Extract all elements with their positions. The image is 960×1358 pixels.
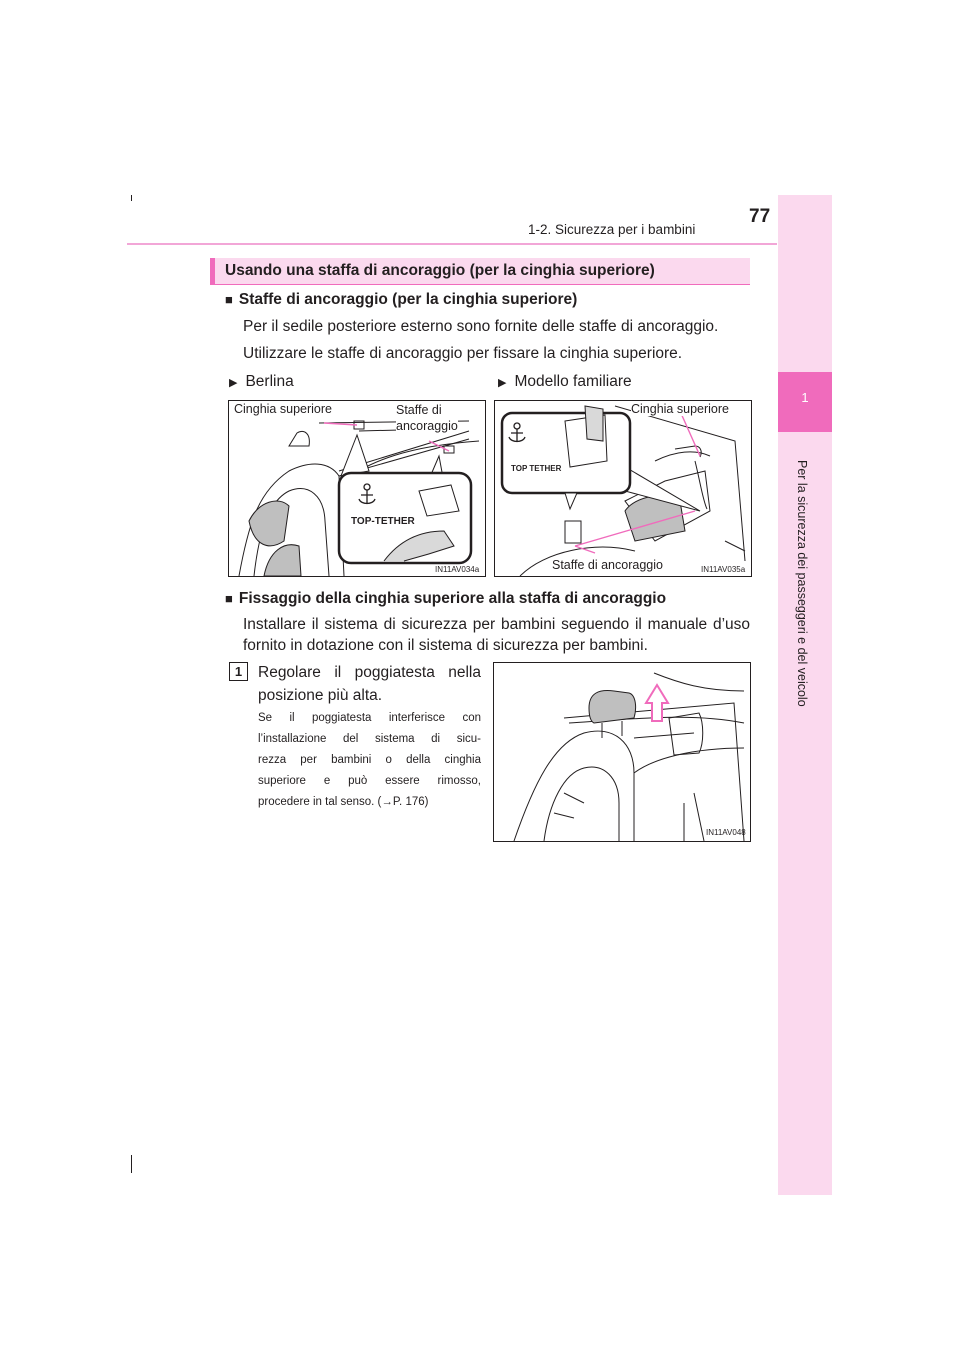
top-tether-badge: TOP-TETHER [351,516,415,527]
headrest-illustration [494,663,750,841]
chapter-title: Per la sicurezza dei passeggeri e del veicolo [795,460,809,707]
triangle-bullet-icon: ▶ [498,377,507,389]
square-bullet-icon: ■ [225,591,233,606]
figure-wagon [494,400,752,577]
square-bullet-icon: ■ [225,292,233,307]
step-note: Se il poggiatesta interferisce con l’installazione del sistema di sicu- rezza per bambini o della cinghia superiore e può essere rimosso, procedere in tal senso. (→P. 176) [258,712,481,808]
figure-sedan [228,400,486,577]
subheading-anchor-brackets [225,291,577,309]
figure-code: IN11AV034a [435,565,480,574]
subheading-text: Fissaggio della cinghia superiore alla staffa di ancoraggio [238,590,667,607]
section-accent [210,258,215,284]
figure-code: IN11AV048 [706,828,746,837]
section-title: Usando una staffa di ancoraggio (per la cinghia superiore) [225,262,655,279]
paragraph: Per il sedile posteriore esterno sono fornite delle staffe di ancoraggio. [243,318,719,335]
figure-headrest [493,662,751,842]
top-tether-badge: TOP TETHER [511,464,562,473]
label-top-strap: Cinghia superiore [631,402,729,416]
page-number: 77 [749,206,771,227]
step-number: 1 [229,662,248,681]
paragraph: Utilizzare le staffe di ancoraggio per fissare la cinghia superiore. [243,345,683,362]
label-anchor-bracket: Staffe di ancoraggio [396,403,458,433]
step-text: Regolare il poggiatesta nella [258,664,481,681]
paragraph: Installare il sistema di sicurezza per bambini seguendo il manuale d’uso [243,616,750,633]
triangle-bullet-icon: ▶ [229,377,238,389]
paragraph: fornito in dotazione con il sistema di sicurezza per bambini. [243,637,648,654]
label-top-strap: Cinghia superiore [234,402,332,416]
subheading-text: Staffe di ancoraggio (per la cinghia superiore) [238,291,578,308]
header-rule [127,243,777,245]
figure-caption-left: ▶ Berlina [229,373,294,390]
crop-mark [131,195,132,201]
wagon-illustration [495,401,751,576]
section-heading [210,258,750,285]
label-anchor-bracket: Staffe di ancoraggio [552,558,663,572]
subheading-attach-strap [225,590,666,608]
chapter-number: 1 [801,390,809,405]
crop-mark [131,1155,132,1173]
figure-code: IN11AV035a [701,565,746,574]
arrow-up-icon [646,685,668,721]
step-text: posizione più alta. [258,687,383,704]
figure-caption-right: ▶ Modello familiare [498,373,632,390]
running-head: 1-2. Sicurezza per i bambini [528,222,696,237]
